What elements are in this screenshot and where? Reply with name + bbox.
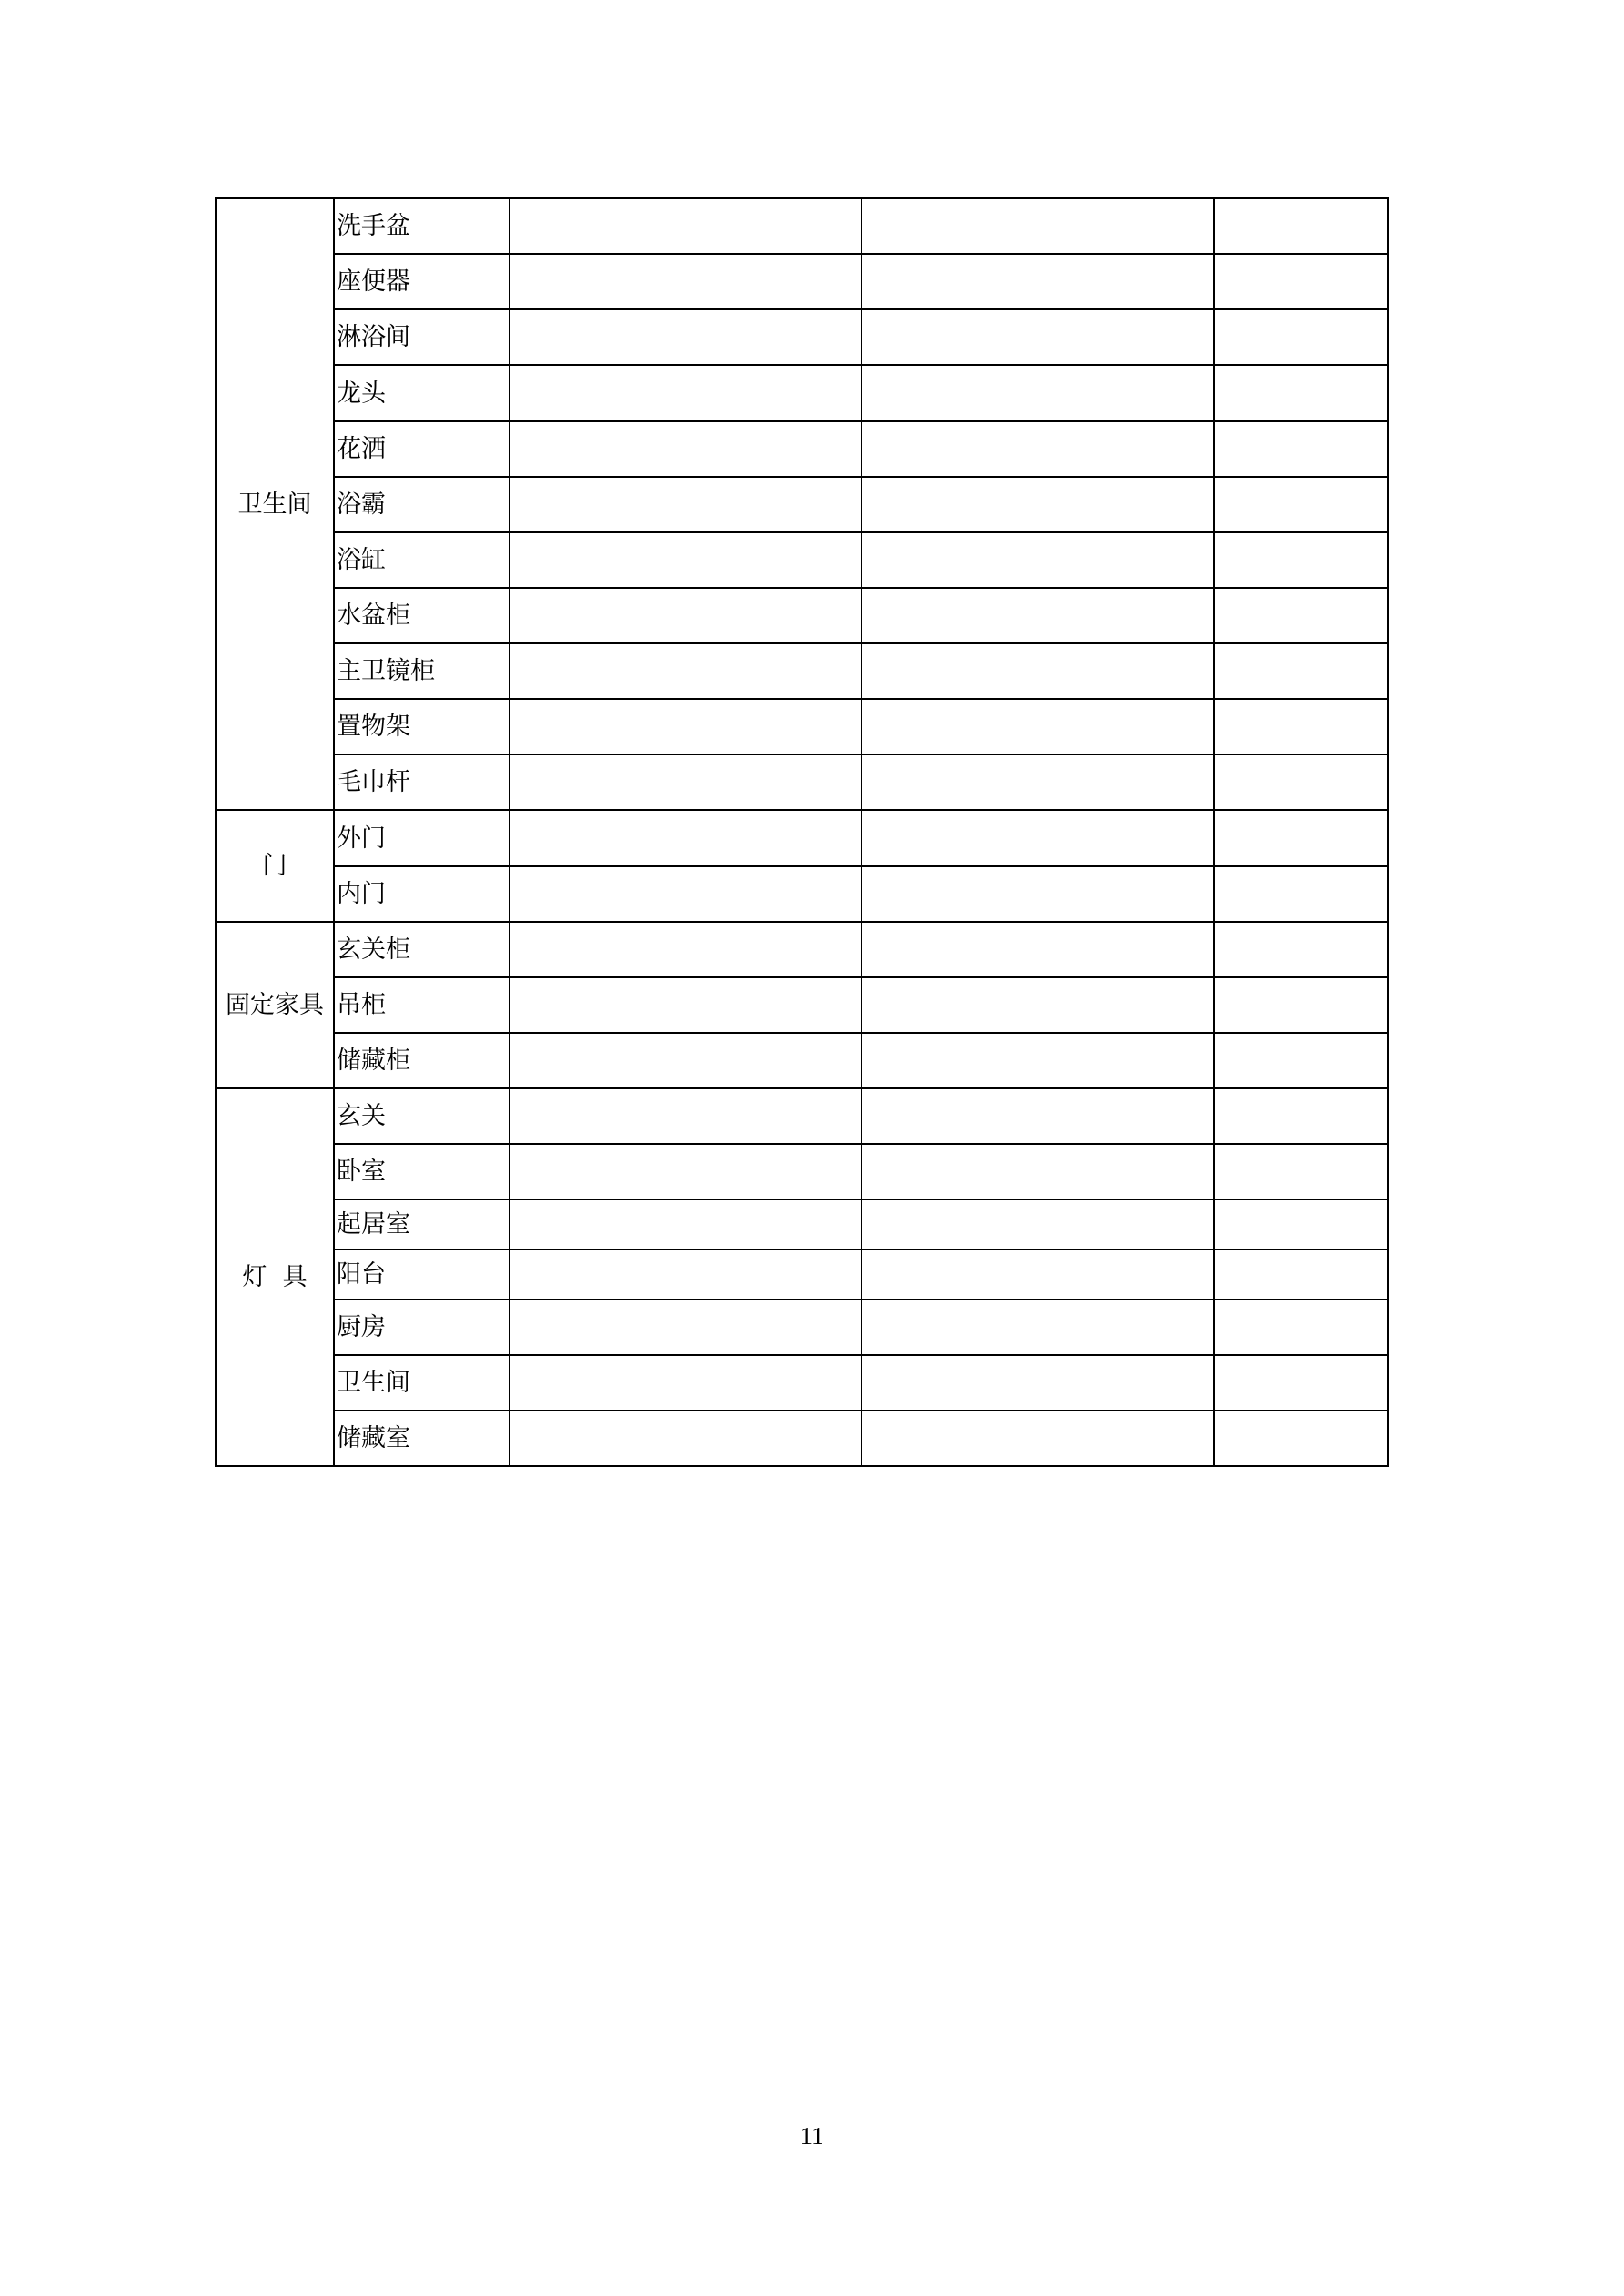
empty-cell xyxy=(862,699,1214,754)
empty-cell xyxy=(509,1199,862,1249)
empty-cell xyxy=(509,1088,862,1144)
empty-cell xyxy=(1214,643,1388,699)
empty-cell xyxy=(1214,1144,1388,1199)
table-row xyxy=(216,699,1388,754)
empty-cell xyxy=(509,1144,862,1199)
empty-cell xyxy=(509,421,862,477)
table-row xyxy=(216,365,1388,421)
category-cell: 固定家具 xyxy=(216,922,334,1088)
table-row xyxy=(216,1033,1388,1088)
item-cell: 毛巾杆 xyxy=(334,754,509,810)
table-row xyxy=(216,810,1388,866)
empty-cell xyxy=(1214,1088,1388,1144)
item-cell: 浴缸 xyxy=(334,532,509,588)
empty-cell xyxy=(509,754,862,810)
empty-cell xyxy=(1214,477,1388,532)
empty-cell xyxy=(862,477,1214,532)
item-cell: 厨房 xyxy=(334,1300,509,1355)
table-row xyxy=(216,532,1388,588)
empty-cell xyxy=(1214,699,1388,754)
empty-cell xyxy=(862,421,1214,477)
empty-cell xyxy=(1214,532,1388,588)
page-number: 11 xyxy=(800,2122,824,2149)
empty-cell xyxy=(862,643,1214,699)
empty-cell xyxy=(509,810,862,866)
empty-cell xyxy=(509,309,862,365)
empty-cell xyxy=(509,1033,862,1088)
table-row xyxy=(216,421,1388,477)
empty-cell xyxy=(862,1411,1214,1466)
empty-cell xyxy=(862,254,1214,309)
empty-cell xyxy=(1214,922,1388,977)
item-cell: 玄关 xyxy=(334,1088,509,1144)
item-cell: 淋浴间 xyxy=(334,309,509,365)
item-cell: 起居室 xyxy=(334,1199,509,1249)
empty-cell xyxy=(862,977,1214,1033)
empty-cell xyxy=(862,866,1214,922)
empty-cell xyxy=(862,198,1214,254)
table-row xyxy=(216,643,1388,699)
empty-cell xyxy=(1214,588,1388,643)
table-row xyxy=(216,1144,1388,1199)
item-cell: 座便器 xyxy=(334,254,509,309)
table-row xyxy=(216,1088,1388,1144)
empty-cell xyxy=(509,699,862,754)
empty-cell xyxy=(1214,977,1388,1033)
empty-cell xyxy=(509,365,862,421)
furnishing-table xyxy=(215,197,1389,1467)
empty-cell xyxy=(509,1249,862,1300)
item-cell: 浴霸 xyxy=(334,477,509,532)
empty-cell xyxy=(1214,254,1388,309)
empty-cell xyxy=(509,866,862,922)
empty-cell xyxy=(1214,309,1388,365)
item-cell: 外门 xyxy=(334,810,509,866)
empty-cell xyxy=(509,1300,862,1355)
item-cell: 内门 xyxy=(334,866,509,922)
empty-cell xyxy=(509,532,862,588)
empty-cell xyxy=(862,309,1214,365)
empty-cell xyxy=(509,977,862,1033)
table-row xyxy=(216,588,1388,643)
table-row xyxy=(216,1411,1388,1466)
item-cell: 储藏室 xyxy=(334,1411,509,1466)
empty-cell xyxy=(862,1300,1214,1355)
empty-cell xyxy=(509,254,862,309)
item-cell: 玄关柜 xyxy=(334,922,509,977)
item-cell: 卧室 xyxy=(334,1144,509,1199)
table-row xyxy=(216,309,1388,365)
empty-cell xyxy=(509,477,862,532)
table-row xyxy=(216,1199,1388,1249)
empty-cell xyxy=(862,365,1214,421)
empty-cell xyxy=(1214,1199,1388,1249)
empty-cell xyxy=(1214,1355,1388,1411)
empty-cell xyxy=(1214,1300,1388,1355)
empty-cell xyxy=(862,1249,1214,1300)
empty-cell xyxy=(862,754,1214,810)
item-cell: 龙头 xyxy=(334,365,509,421)
empty-cell xyxy=(1214,421,1388,477)
category-cell: 灯 具 xyxy=(216,1088,334,1466)
table-row xyxy=(216,922,1388,977)
table-row xyxy=(216,1300,1388,1355)
category-cell: 卫生间 xyxy=(216,198,334,810)
empty-cell xyxy=(509,1355,862,1411)
table-row xyxy=(216,1249,1388,1300)
category-cell: 门 xyxy=(216,810,334,922)
table-row xyxy=(216,1355,1388,1411)
table-row xyxy=(216,254,1388,309)
table-row xyxy=(216,977,1388,1033)
empty-cell xyxy=(1214,866,1388,922)
empty-cell xyxy=(509,922,862,977)
item-cell: 卫生间 xyxy=(334,1355,509,1411)
empty-cell xyxy=(509,643,862,699)
empty-cell xyxy=(1214,1033,1388,1088)
empty-cell xyxy=(1214,365,1388,421)
empty-cell xyxy=(509,1411,862,1466)
empty-cell xyxy=(1214,754,1388,810)
empty-cell xyxy=(862,532,1214,588)
table-row xyxy=(216,198,1388,254)
empty-cell xyxy=(862,1033,1214,1088)
table-row xyxy=(216,866,1388,922)
item-cell: 阳台 xyxy=(334,1249,509,1300)
empty-cell xyxy=(1214,810,1388,866)
item-cell: 主卫镜柜 xyxy=(334,643,509,699)
empty-cell xyxy=(862,1355,1214,1411)
item-cell: 洗手盆 xyxy=(334,198,509,254)
empty-cell xyxy=(862,1144,1214,1199)
item-cell: 水盆柜 xyxy=(334,588,509,643)
empty-cell xyxy=(1214,198,1388,254)
empty-cell xyxy=(1214,1411,1388,1466)
empty-cell xyxy=(1214,1249,1388,1300)
item-cell: 花洒 xyxy=(334,421,509,477)
empty-cell xyxy=(862,1199,1214,1249)
table-row xyxy=(216,477,1388,532)
item-cell: 吊柜 xyxy=(334,977,509,1033)
table-row xyxy=(216,754,1388,810)
empty-cell xyxy=(862,810,1214,866)
empty-cell xyxy=(862,1088,1214,1144)
item-cell: 置物架 xyxy=(334,699,509,754)
empty-cell xyxy=(509,198,862,254)
empty-cell xyxy=(862,922,1214,977)
item-cell: 储藏柜 xyxy=(334,1033,509,1088)
empty-cell xyxy=(862,588,1214,643)
empty-cell xyxy=(509,588,862,643)
